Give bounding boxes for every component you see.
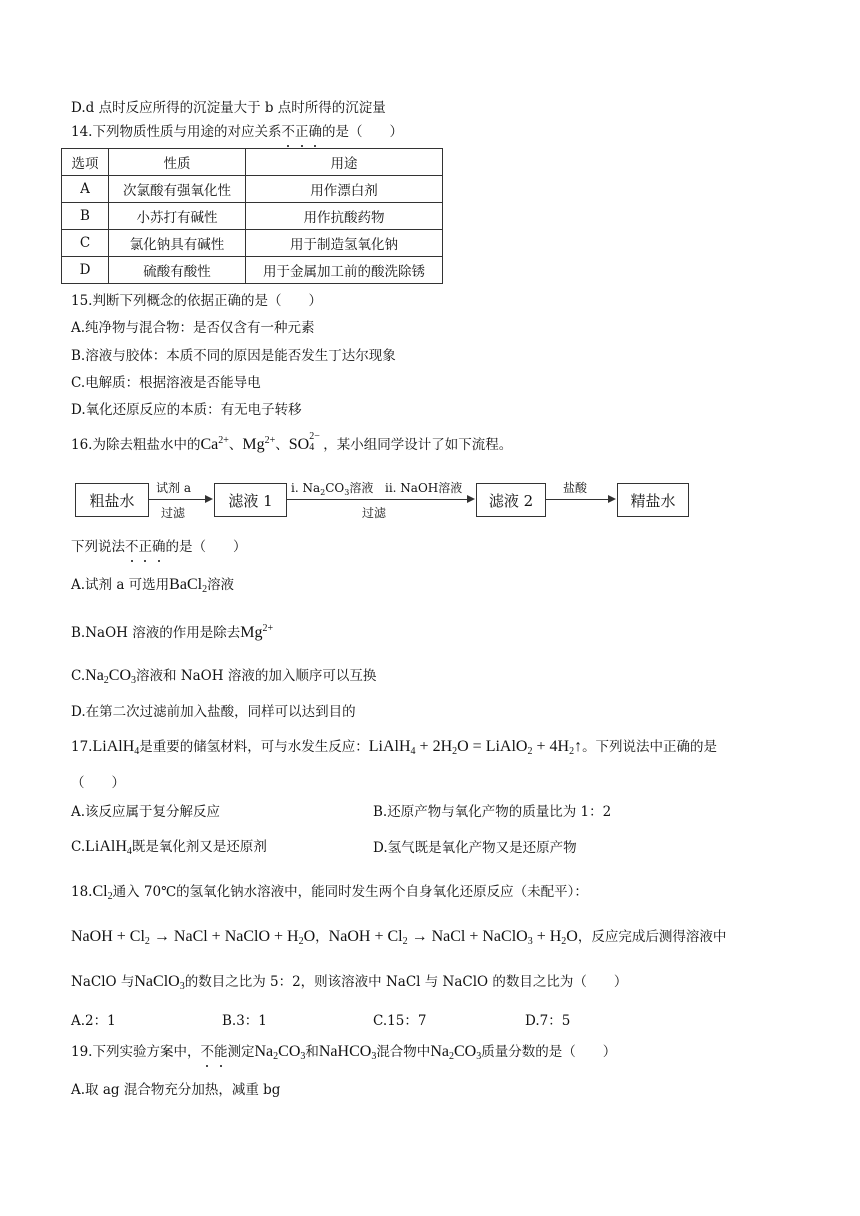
q18-ratio-line: NaClO 与NaClO$_3$的数目之比为 5：2，则该溶液中 NaCl 与 NaClO 的数目之比为（ ） xyxy=(71,973,628,992)
chlorine-formula: $Cl_2$ xyxy=(92,883,113,902)
emphasis-char: 不 xyxy=(125,539,139,555)
sodium-carbonate-formula: $Na_2CO_3$ xyxy=(430,1043,482,1062)
q17-option-a: A.该反应属于复分解反应 xyxy=(71,804,221,820)
separator: 、 xyxy=(228,437,243,453)
emphasis-char: 能 xyxy=(213,1044,228,1060)
table-cell: A xyxy=(62,176,109,203)
table-header-cell: 用途 xyxy=(246,149,443,176)
table-cell: B xyxy=(62,203,109,230)
q15-option-d: D.氧化还原反应的本质：有无电子转移 xyxy=(71,402,302,418)
q15-option-c: C.电解质：根据溶液是否能导电 xyxy=(71,375,261,391)
q16-option-b: B.NaOH 溶液的作用是除去$Mg^{2+}$ xyxy=(71,623,274,641)
sodium-bicarbonate-formula: NaHCO$_3$ xyxy=(318,1043,377,1062)
sodium-carbonate-formula: $Na_2CO_3$ xyxy=(254,1043,306,1062)
flow-label-naoh: ii. NaOH溶液 xyxy=(385,481,463,495)
flow-arrow-2 xyxy=(287,499,468,500)
reaction-equation: LiAlH$_4$ + $2H_2O$ = LiAlO$_2$ + $4H_2↑$ xyxy=(368,738,583,757)
q17-stem: 17.LiAlH$_4$是重要的储氢材料，可与水发生反应：LiAlH$_4$ + $2H_2O$ = LiAlO$_2$ + $4H_2↑$。下列说法中正确的是 xyxy=(71,738,718,757)
table-cell: D xyxy=(62,257,109,284)
q16-stem xyxy=(71,431,513,454)
flow-label-sodium-carbonate: i. $Na_2CO_3$溶液 xyxy=(291,481,374,497)
q16-stem-a: 16.为除去粗盐水中的 xyxy=(71,437,201,453)
flow-box-filtrate-2: 滤液 2 xyxy=(476,483,546,517)
sodium-carbonate-formula: $Na_2CO_3$ xyxy=(85,667,137,686)
flow-label-hydrochloric-acid: 盐酸 xyxy=(563,481,588,495)
q16-substem xyxy=(71,538,247,556)
sodium-chlorate-formula: NaClO$_3$ xyxy=(134,973,185,992)
q17-option-d: D.氢气既是氧化产物又是还原产物 xyxy=(373,840,577,856)
q15-stem: 15.判断下列概念的依据正确的是（ ） xyxy=(71,293,322,309)
q17-paren: （ ） xyxy=(71,775,125,791)
q16-option-d: D.在第二次过滤前加入盐酸，同样可以达到目的 xyxy=(71,704,356,720)
separator: 、 xyxy=(275,437,289,453)
q18-option-a: A.2：1 xyxy=(71,1013,116,1029)
flow-box-refined-brine: 精盐水 xyxy=(617,483,689,517)
q18-stem: $18.Cl_2$通入 70℃的氢氧化钠水溶液中，能同时发生两个自身氧化还原反应（未配平）： xyxy=(71,883,588,902)
q17-option-c: C.LiAlH$_4$既是氧化剂又是还原剂 xyxy=(71,838,267,857)
q19-option-a: A.取 ag 混合物充分加热，减重 bg xyxy=(71,1082,281,1098)
flow-box-crude-brine: 粗盐水 xyxy=(75,483,149,517)
table-cell: 用作漂白剂 xyxy=(246,176,443,203)
table-cell: 用作抗酸药物 xyxy=(246,203,443,230)
table-row xyxy=(62,203,443,230)
q16-stem-b: ，某小组同学设计了如下流程。 xyxy=(323,437,513,453)
table-row xyxy=(62,257,443,284)
arrowhead-icon xyxy=(205,495,213,503)
q13-option-d: D.d 点时反应所得的沉淀量大于 b 点时所得的沉淀量 xyxy=(71,100,386,116)
emphasis-char: 确 xyxy=(308,124,322,140)
magnesium-ion: $Mg^{2+}$ xyxy=(240,623,274,641)
q19-stem-emphasis xyxy=(200,1044,227,1060)
q19-stem: 19.下列实验方案中，不能测定$Na_2CO_3$和NaHCO$_3$混合物中$Na_2CO_3$质量分数的是（ ） xyxy=(71,1043,617,1062)
q16-substem-a: 下列说法 xyxy=(71,539,125,555)
barium-chloride-formula: BaCl$_2$ xyxy=(169,576,208,595)
flow-label-filter-1: 过滤 xyxy=(161,506,186,520)
sulfate-ion: SO 2− 4 xyxy=(288,431,320,453)
q16-option-a: A.试剂 a 可选用BaCl$_2$溶液 xyxy=(71,576,235,595)
q15-option-b: B.溶液与胶体：本质不同的原因是能否发生丁达尔现象 xyxy=(71,348,396,364)
table-cell: 用于制造氢氧化钠 xyxy=(246,230,443,257)
q14-stem-emphasis xyxy=(281,124,322,140)
table-header-cell: 选项 xyxy=(62,149,109,176)
emphasis-char: 正 xyxy=(294,124,309,140)
q18-option-d: D.7：5 xyxy=(525,1013,571,1029)
q14-stem-b: 的是（ ） xyxy=(321,124,403,140)
table-cell: 氯化钠具有碱性 xyxy=(109,230,246,257)
q18-option-c: C.15：7 xyxy=(373,1013,427,1029)
table-cell: C xyxy=(62,230,109,257)
q18-equations: NaOH + $Cl_2$ → NaCl + NaClO + $H_2O$，NaOH + $Cl_2$ → NaCl + NaClO$_3$ + $H_2O$，反应完成后测得溶液中 xyxy=(71,928,727,947)
q16-substem-emphasis xyxy=(125,539,166,555)
arrowhead-icon xyxy=(608,495,616,503)
table-row xyxy=(62,230,443,257)
table-header-cell: 性质 xyxy=(109,149,246,176)
q16-substem-b: 的是（ ） xyxy=(165,539,247,555)
q14-stem-a: 14.下列物质性质与用途的对应关系 xyxy=(71,124,282,140)
q15-option-a: A.纯净物与混合物：是否仅含有一种元素 xyxy=(71,320,315,336)
reaction-equation-2: NaOH + $Cl_2$ → NaCl + NaClO$_3$ + $H_2O$ xyxy=(328,928,578,947)
q18-option-b: B.3：1 xyxy=(222,1013,267,1029)
emphasis-char: 不 xyxy=(200,1044,214,1060)
flow-label-reagent-a: 试剂 a xyxy=(156,481,191,495)
arrowhead-icon xyxy=(467,495,475,503)
table-header-row xyxy=(62,149,443,176)
reaction-equation-1: NaOH + $Cl_2$ → NaCl + NaClO + $H_2O$ xyxy=(71,928,316,947)
flow-arrow-3 xyxy=(546,499,609,500)
table-cell: 次氯酸有强氧化性 xyxy=(109,176,246,203)
flow-arrow-1 xyxy=(149,499,206,500)
table-row xyxy=(62,176,443,203)
q14-stem xyxy=(71,123,403,141)
emphasis-char: 正 xyxy=(138,539,152,555)
q17-option-b: B.还原产物与氧化产物的质量比为 1：2 xyxy=(373,804,612,820)
flow-box-filtrate-1: 滤液 1 xyxy=(214,483,287,517)
table-cell: 小苏打有碱性 xyxy=(109,203,246,230)
calcium-ion: $Ca^{2+}$ xyxy=(200,435,229,453)
table-cell: 硫酸有酸性 xyxy=(109,257,246,284)
flow-label-filter-2: 过滤 xyxy=(362,506,387,520)
lithium-aluminum-hydride-formula: LiAlH$_4$ xyxy=(85,838,132,857)
property-table xyxy=(61,148,443,284)
emphasis-char: 不 xyxy=(281,124,295,140)
q16-option-c: $C.Na_2CO_3$溶液和 NaOH 溶液的加入顺序可以互换 xyxy=(71,667,377,686)
up-arrow-icon: ↑ xyxy=(574,738,583,755)
table-cell: 用于金属加工前的酸洗除锈 xyxy=(246,257,443,284)
lithium-aluminum-hydride-formula: LiAlH$_4$ xyxy=(92,738,140,757)
magnesium-ion: $Mg^{2+}$ xyxy=(242,435,276,453)
emphasis-char: 确 xyxy=(152,539,166,555)
